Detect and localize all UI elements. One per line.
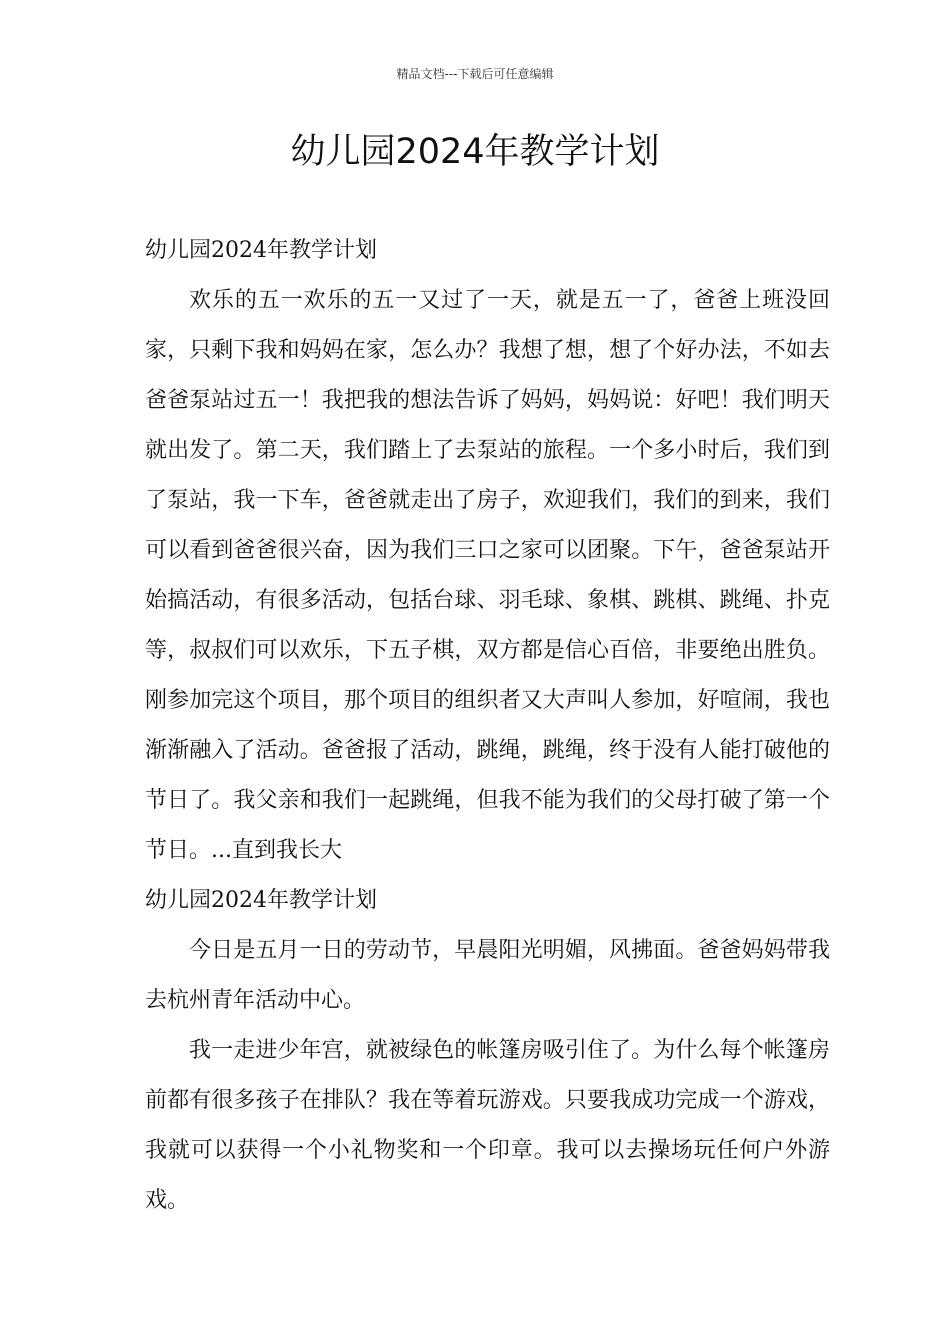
body-paragraph: 我一走进少年宫，就被绿色的帐篷房吸引住了。为什么每个帐篷房前都有很多孩子在排队？我在等着玩游戏。只要我成功完成一个游戏，我就可以获得一个小礼物奖和一个印章。我可以去操场玩任何户外游戏。: [145, 1038, 830, 1213]
section-heading: 幼儿园2024年教学计划: [145, 888, 377, 913]
body-paragraph: 今日是五月一日的劳动节，早晨阳光明媚，风拂面。爸爸妈妈带我去杭州青年活动中心。: [145, 938, 830, 1013]
document-title: 幼儿园2024年教学计划: [290, 132, 660, 172]
body-paragraph: 欢乐的五一欢乐的五一又过了一天，就是五一了，爸爸上班没回家，只剩下我和妈妈在家，怎么办？我想了想，想了个好办法，不如去爸爸泵站过五一！我把我的想法告诉了妈妈，妈妈说：好吧！我们明天就出发了。第二天，我们踏上了去泵站的旅程。一个多小时后，我们到了泵站，我一下车，爸爸就走出了房子，欢迎我们，我们的到来，我们可以看到爸爸很兴奋，因为我们三口之家可以团聚。下午，爸爸泵站开始搞活动，有很多活动，包括台球、羽毛球、象棋、跳棋、跳绳、扑克等，叔叔们可以欢乐，下五子棋，双方都是信心百倍，非要绝出胜负。刚参加完这个项目，那个项目的组织者又大声叫人参加，好喧闹，我也渐渐融入了活动。爸爸报了活动，跳绳，跳绳，终于没有人能打破他的节日了。我父亲和我们一起跳绳，但我不能为我们的父母打破了第一个节日。...直到我长大: [145, 288, 830, 863]
header-note: 精品文档---下载后可任意编辑: [396, 67, 554, 81]
section-heading: 幼儿园2024年教学计划: [145, 238, 377, 263]
document-body: [145, 226, 830, 1226]
